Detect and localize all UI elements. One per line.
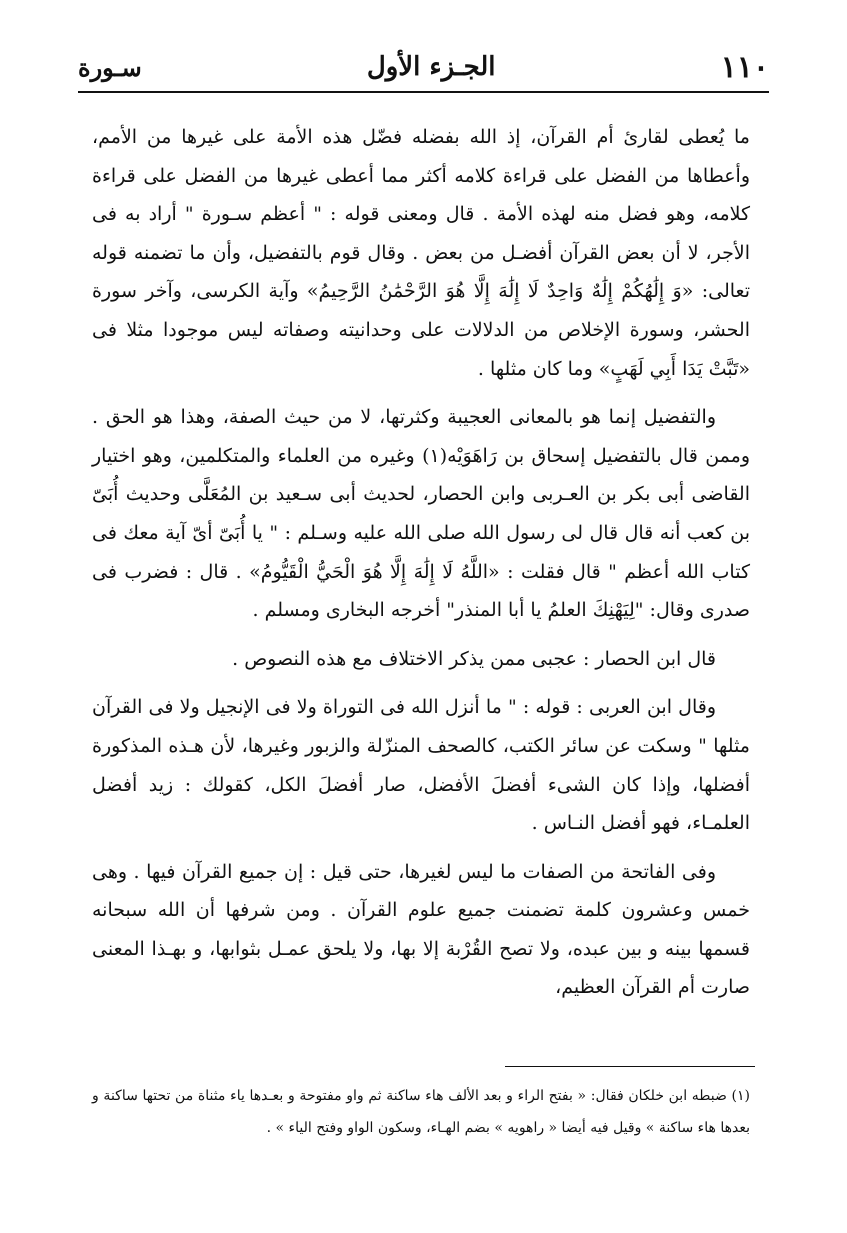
page-header <box>78 46 769 88</box>
paragraph-1: ما يُعطى لقارئ أم القرآن، إذ الله بفضله فضّل هذه الأمة على غيرها من الأمم، وأعطاها من الفضل على قراءة كلامه أكثر مما أعطى غيرها من الفضل على قراءة كلامه، وهو فضل منه لهذه الأمة . قال ومعنى قوله : " أعظم سـورة " أراد به فى الأجر، لا أن بعض القرآن أفضـل من بعض . وقال قوم بالتفضيل، وأن ما تضمنه قوله تعالى: «وَ إِلَٰهُكُمْ إِلَٰهٌ وَاحِدٌ لَا إِلَٰهَ إِلَّا هُوَ الرَّحْمَٰنُ الرَّحِيمُ» وآية الكرسى، وآخر سورة الحشر، وسورة الإخلاص من الدلالات على وحدانيته وصفاته ليس موجودا مثلا فى «تَبَّتْ يَدَا أَبِي لَهَبٍ» وما كان مثلها . <box>92 126 750 380</box>
surah-label: سـورة <box>78 52 142 82</box>
page-number: ١١٠ <box>720 49 769 85</box>
header-rule <box>78 91 769 93</box>
paragraph-3: قال ابن الحصار : عجبى ممن يذكر الاختلاف مع هذه النصوص . <box>232 647 716 670</box>
footnote: (١) ضبطه ابن خلكان فقال: « بفتح الراء و بعد الألف هاء ساكنة ثم واو مفتوحة و بعـدها ياء مثناة من تحتها ساكنة و بعدها هاء ساكنة » وقيل فيه أيضا « راهويه » بضم الهـاء، وسكون الواو وفتح الياء » . <box>92 1088 750 1136</box>
running-title: الجـزء الأول <box>366 52 496 82</box>
paragraph-2: والتفضيل إنما هو بالمعانى العجيبة وكثرتها، لا من حيث الصفة، وهذا هو الحق . وممن قال بالتفضيل إسحاق بن رَاهَوَيْه(١) وغيره من العلماء والمتكلمين، وهو اختيار القاضى أبى بكر بن العـربى وابن الحصار، لحديث أبى سـعيد بن المُعَلَّى وحديث أُبَىّ بن كعب أنه قال قال لى رسول الله صلى الله عليه وسـلم : " يا أُبَىّ أىّ آية معك فى كتاب الله أعظم " قال فقلت : «اللَّهُ لَا إِلَٰهَ إِلَّا هُوَ الْحَيُّ الْقَيُّومُ» . قال : فضرب فى صدرى وقال: "لِيَهْنِكَ العلمُ يا أبا المنذر" أخرجه البخارى ومسلم . <box>92 406 751 622</box>
paragraph-4: وقال ابن العربى : قوله : " ما أنزل الله فى التوراة ولا فى الإنجيل ولا فى القرآن مثلها " وسكت عن سائر الكتب، كالصحف المنزّلة والزبور وغيرها، لأن هـذه المذكورة أفضلها، وإذا كان الشىء أفضلَ الأفضل، صار أفضلَ الكل، كقولك : زيد أفضل العلمـاء، فهو أفضل النـاس . <box>92 696 750 835</box>
main-text <box>92 118 750 1007</box>
footnote-rule <box>505 1066 755 1067</box>
paragraph-5: وفى الفاتحة من الصفات ما ليس لغيرها، حتى قيل : إن جميع القرآن فيها . وهى خمس وعشرون كلمة تضمنت جميع علوم القرآن . ومن شرفها أن الله سبحانه قسمها بينه و بين عبده، ولا تصح القُرْبة إلا بها، ولا يلحق عمـل بثوابها، و بهـذا المعنى صارت أم القرآن العظيم، <box>92 860 750 999</box>
